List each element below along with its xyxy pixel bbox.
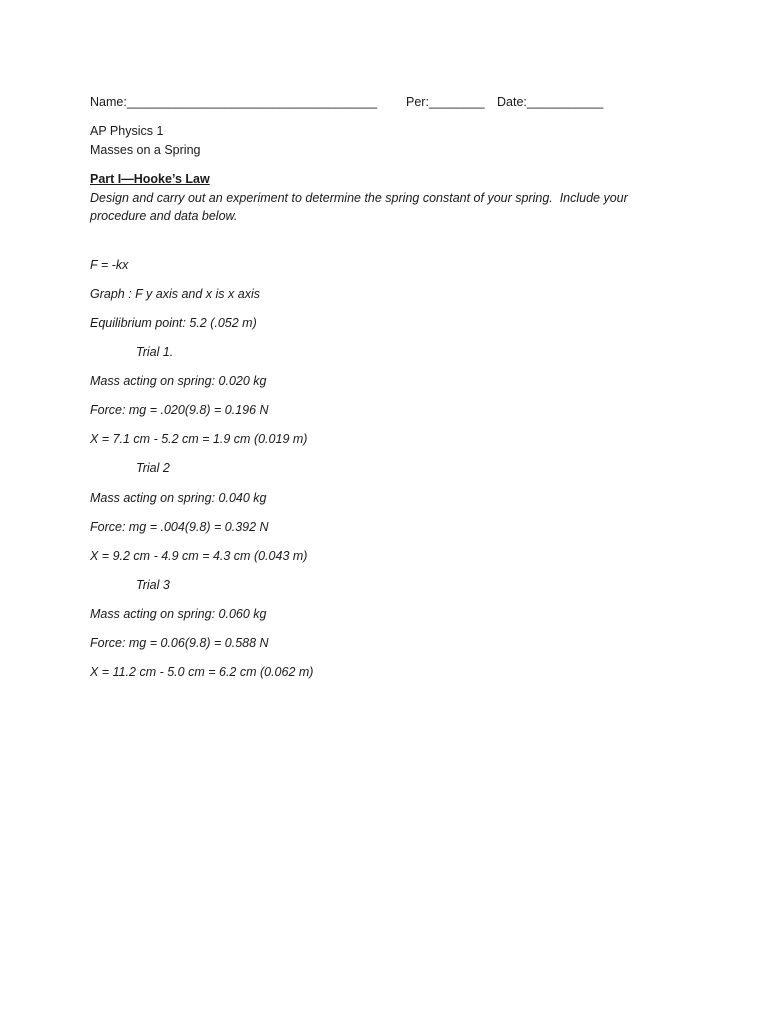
trial-mass: Mass acting on spring: 0.020 kg <box>90 374 267 388</box>
graph-note: Graph : F y axis and x is x axis <box>90 287 260 301</box>
trial-label: Trial 2 <box>136 461 170 475</box>
lab-title: Masses on a Spring <box>90 143 201 157</box>
date-field: Date:___________ <box>497 95 604 109</box>
course-name: AP Physics 1 <box>90 124 164 138</box>
part1-instructions-line1: Design and carry out an experiment to determine the spring constant of your spring. Include your <box>90 191 628 205</box>
trial-mass: Mass acting on spring: 0.060 kg <box>90 607 267 621</box>
part1-heading: Part I—Hooke’s Law <box>90 172 210 186</box>
trial-force: Force: mg = 0.06(9.8) = 0.588 N <box>90 636 269 650</box>
formula-text: F = -kx <box>90 258 129 272</box>
trial-force: Force: mg = .020(9.8) = 0.196 N <box>90 403 269 417</box>
trial-displacement: X = 9.2 cm - 4.9 cm = 4.3 cm (0.043 m) <box>90 549 308 563</box>
equilibrium-point: Equilibrium point: 5.2 (.052 m) <box>90 316 257 330</box>
trial-label: Trial 1. <box>136 345 174 359</box>
period-field: Per:________ <box>406 95 485 109</box>
name-field: Name:____________________________________ <box>90 95 378 109</box>
trial-force: Force: mg = .004(9.8) = 0.392 N <box>90 520 269 534</box>
trial-label: Trial 3 <box>136 578 170 592</box>
trial-displacement: X = 7.1 cm - 5.2 cm = 1.9 cm (0.019 m) <box>90 432 308 446</box>
part1-instructions-line2: procedure and data below. <box>90 209 238 223</box>
trial-mass: Mass acting on spring: 0.040 kg <box>90 491 267 505</box>
trial-displacement: X = 11.2 cm - 5.0 cm = 6.2 cm (0.062 m) <box>90 665 314 679</box>
header-row <box>0 94 768 110</box>
